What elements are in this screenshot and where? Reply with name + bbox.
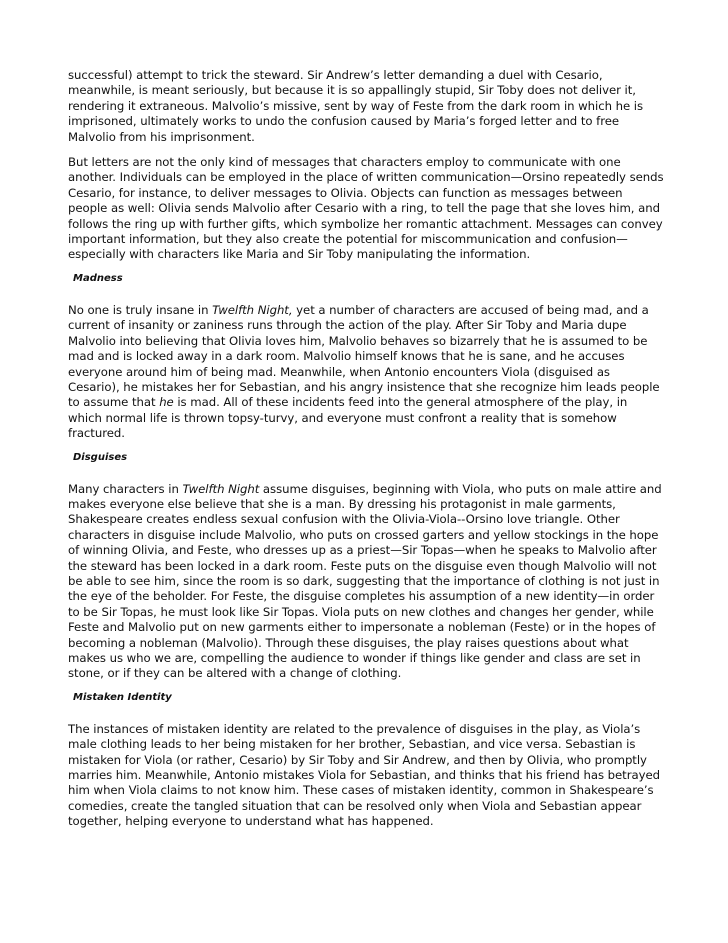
paragraph-letters-end: successful) attempt to trick the steward. Sir Andrew’s letter demanding a duel with Cesario, meanwhile, is meant seriously, but because it is so appallingly stupid, Sir Toby does not deliver it, rendering it extraneous. Malvolio’s missive, sent by way of Feste from the dark room in which he is imprisoned, ultimately works to undo the confusion caused by Maria’s forged letter and to free Malvolio from his imprisonment. bbox=[68, 68, 644, 144]
disguises-play-title: Twelfth Night bbox=[182, 481, 260, 496]
paragraph-disguises bbox=[68, 482, 664, 682]
madness-text-2: yet a number of characters are accused of being mad, and a current of insanity or zaniness runs through the action of the play. After Sir Toby and Maria dupe Malvolio into believing that Olivia loves him, Malvolio behaves so bizarrely that he is assumed to be mad and is locked away in a dark room. Malvolio himself knows that he is sane, and he accuses everyone around him of being mad. Meanwhile, when Antonio encounters Viola (disguised as Cesario), he mistakes her for Sebastian, and his angry insistence that she recognize him leads people to assume that bbox=[68, 302, 660, 410]
madness-text-3: is mad. All of these incidents feed into the general atmosphere of the play, in which normal life is thrown topsy-turvy, and everyone must confront a reality that is somehow fractured. bbox=[68, 395, 628, 441]
section-heading-madness: Madness bbox=[73, 272, 123, 284]
madness-emphasis-he: he bbox=[159, 395, 174, 410]
paragraph-madness bbox=[68, 303, 664, 442]
madness-play-title: Twelfth Night, bbox=[212, 302, 293, 317]
section-heading-disguises: Disguises bbox=[73, 451, 128, 463]
disguises-text-1: Many characters in bbox=[68, 481, 183, 496]
disguises-text-2: assume disguises, beginning with Viola, who puts on male attire and makes everyone else believe that she is a man. By dressing his protagonist in male garments, Shakespeare creates endless sexual confusion with the Olivia-Viola--Orsino love triangle. Other characters in disguise include Malvolio, who puts on crossed garters and yellow stockings in the hope of winning Olivia, and Feste, who dresses up as a priest—Sir Topas—when he speaks to Malvolio after the steward has been locked in a dark room. Feste puts on the disguise even though Malvolio will not be able to see him, since the room is so dark, suggesting that the importance of clothing is not just in the eye of the beholder. For Feste, the disguise completes his assumption of a new identity—in order to be Sir Topas, he must look like Sir Topas. Viola puts on new clothes and changes her gender, while Feste and Malvolio put on new garments either to impersonate a nobleman (Feste) or in the hopes of becoming a nobleman (Malvolio). Through these disguises, the play raises questions about what makes us who we are, compelling the audience to wonder if things like gender and class are set in stone, or if they can be altered with a change of clothing. bbox=[68, 481, 662, 681]
paragraph-mistaken-identity: The instances of mistaken identity are related to the prevalence of disguises in the play, as Viola’s male clothing leads to her being mistaken for her brother, Sebastian, and vice versa. Sebastian is mistaken for Viola (or rather, Cesario) by Sir Toby and Sir Andrew, and then by Olivia, who promptly marries him. Meanwhile, Antonio mistakes Viola for Sebastian, and thinks that his friend has betrayed him when Viola claims to not know him. These cases of mistaken identity, common in Shakespeare’s comedies, create the tangled situation that can be resolved only when Viola and Sebastian appear together, helping everyone to understand what has happened. bbox=[68, 721, 660, 829]
madness-text-1: No one is truly insane in bbox=[68, 302, 213, 317]
paragraph-messages: But letters are not the only kind of messages that characters employ to communicate with one another. Individuals can be employed in the place of written communication—Orsino repeatedly sends Cesario, for instance, to deliver messages to Olivia. Objects can function as messages between people as well: Olivia sends Malvolio after Cesario with a ring, to tell the page that she loves him, and follows the ring up with further gifts, which symbolize her romantic attachment. Messages can convey important information, but they also create the potential for miscommunication and confusion—especially with characters like Maria and Sir Toby manipulating the information. bbox=[68, 155, 664, 262]
document-page bbox=[68, 68, 664, 830]
section-heading-mistaken-identity: Mistaken Identity bbox=[73, 691, 172, 703]
